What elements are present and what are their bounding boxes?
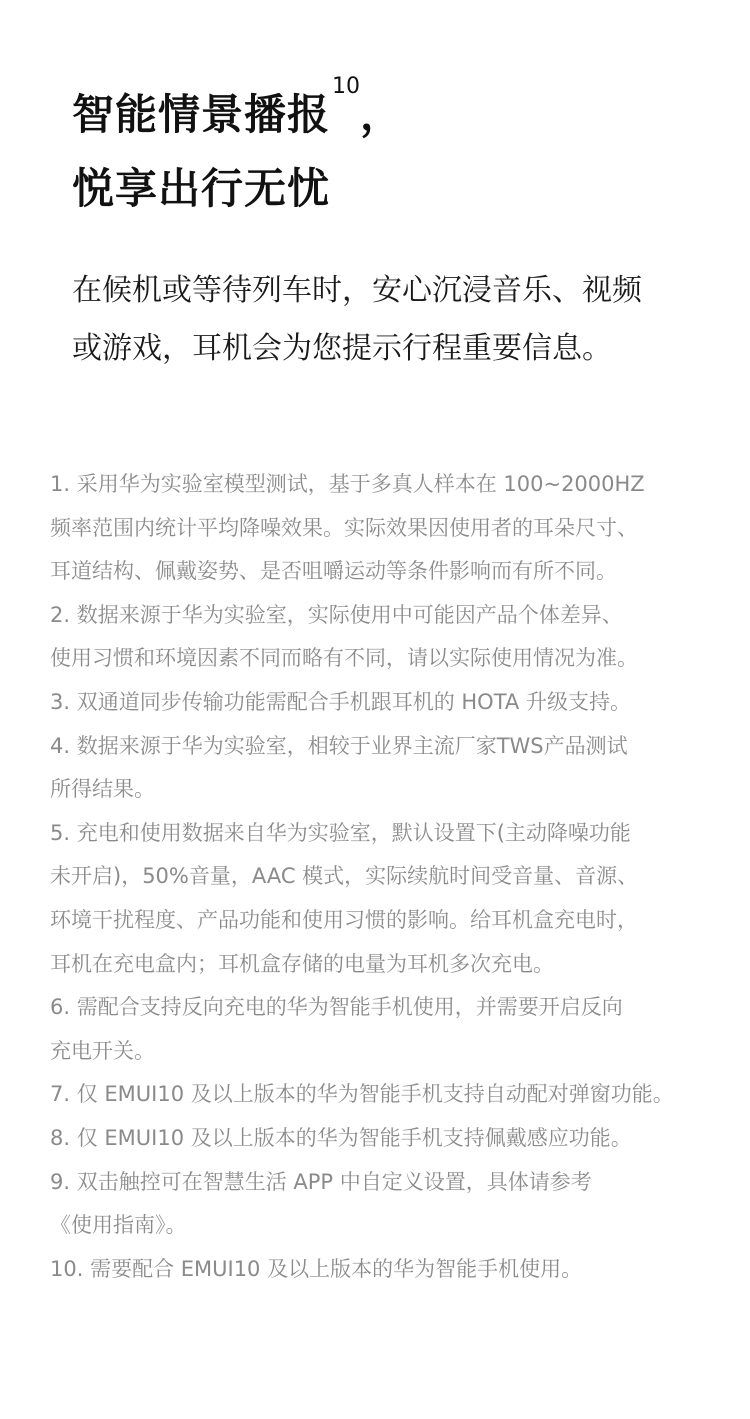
footnote-line: 耳道结构、佩戴姿势、是否咀嚼运动等条件影响而有所不同。 xyxy=(50,559,617,584)
footnote-line: 10. 需要配合 EMUI10 及以上版本的华为智能手机使用。 xyxy=(50,1256,583,1281)
footnote-line: 耳机在充电盒内；耳机盒存储的电量为耳机多次充电。 xyxy=(50,951,554,976)
footnote-item-8 xyxy=(50,1117,740,1161)
footnote-line: 《使用指南》。 xyxy=(50,1213,187,1238)
footnote-line: 9. 双击触控可在智慧生活 APP 中自定义设置，具体请参考 xyxy=(50,1169,592,1194)
footnote-line: 4. 数据来源于华为实验室，相较于业界主流厂家TWS产品测试 xyxy=(50,733,628,758)
footnote-item-10 xyxy=(50,1248,740,1292)
feature-description xyxy=(72,262,722,378)
footnote-item-4 xyxy=(50,725,740,812)
footnote-line: 所得结果。 xyxy=(50,777,155,802)
footnote-line: 6. 需配合支持反向充电的华为智能手机使用，并需要开启反向 xyxy=(50,995,623,1020)
footnote-line: 频率范围内统计平均降噪效果。实际效果因使用者的耳朵尺寸、 xyxy=(50,515,638,540)
footnote-line: 环境干扰程度、产品功能和使用习惯的影响。给耳机盒充电时， xyxy=(50,907,638,932)
headline-comma: ， xyxy=(360,90,404,139)
footnote-item-3 xyxy=(50,681,740,725)
footnote-marker: 10 xyxy=(332,74,361,99)
footnote-item-2 xyxy=(50,594,740,681)
footnote-line: 7. 仅 EMUI10 及以上版本的华为智能手机支持自动配对弹窗功能。 xyxy=(50,1082,674,1107)
footnote-line: 2. 数据来源于华为实验室，实际使用中可能因产品个体差异、 xyxy=(50,602,623,627)
footnote-line: 未开启)，50%音量，AAC 模式，实际续航时间受音量、音源、 xyxy=(50,864,639,889)
footnote-line: 1. 采用华为实验室模型测试，基于多真人样本在 100~2000HZ xyxy=(50,472,645,496)
footnotes-list xyxy=(50,463,740,1291)
description-line-1: 在候机或等待列车时，安心沉浸音乐、视频 xyxy=(72,273,642,308)
footnote-line: 5. 充电和使用数据来自华为实验室，默认设置下(主动降噪功能 xyxy=(50,820,631,845)
footnote-item-5 xyxy=(50,812,740,986)
footnote-line: 使用习惯和环境因素不同而略有不同，请以实际使用情况为准。 xyxy=(50,646,638,671)
footnote-item-6 xyxy=(50,986,740,1073)
footnote-item-1 xyxy=(50,463,740,594)
headline-line-1 xyxy=(72,74,404,152)
headline-line-2: 悦享出行无忧 xyxy=(72,164,331,213)
description-line-2: 或游戏，耳机会为您提示行程重要信息。 xyxy=(72,331,612,366)
headline-text: 智能情景播报 xyxy=(72,90,331,139)
footnote-line: 充电开关。 xyxy=(50,1038,155,1063)
feature-headline xyxy=(72,74,404,226)
footnote-line: 3. 双通道同步传输功能需配合手机跟耳机的 HOTA 升级支持。 xyxy=(50,689,631,714)
footnote-line: 8. 仅 EMUI10 及以上版本的华为智能手机支持佩戴感应功能。 xyxy=(50,1125,632,1150)
footnote-item-9 xyxy=(50,1161,740,1248)
footnote-item-7 xyxy=(50,1073,740,1117)
